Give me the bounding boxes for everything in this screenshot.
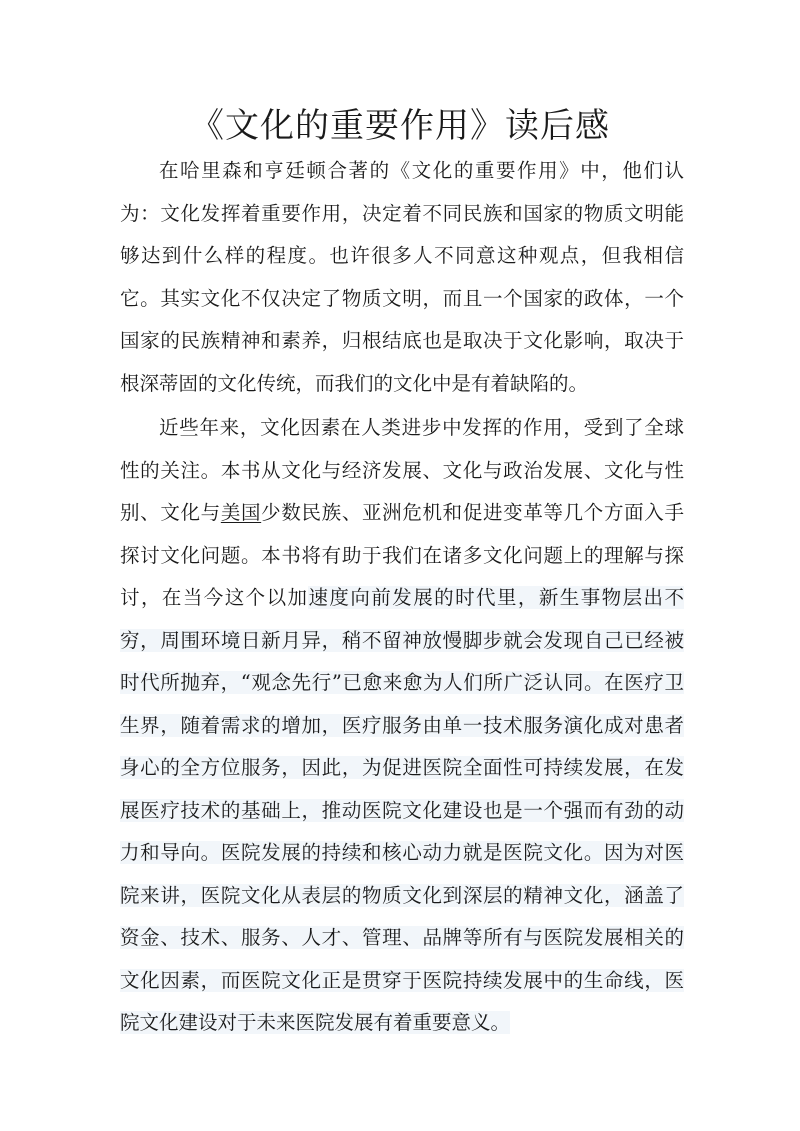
paragraph-2-text-b: 少数民族、亚洲危机和促进变革等几个方面入手探讨文化问题。本书将有助于我们在诸多文化问题上的理解与探讨，在当今这个以加 <box>120 501 684 609</box>
paragraph-2-text-a: 近些年来，文化因素在人类进步中发挥的作用，受到了全球性的关注。本书从文化与经济发展、文化与政治发展、文化与性别、文化与 <box>120 416 684 524</box>
underlined-term: 美国 <box>220 501 262 524</box>
paragraph-2 <box>120 407 684 1045</box>
highlighted-text: 速度向前发展的时代里，新生事物层出不穷，周围环境日新月异，稍不留神放慢脚步就会发现自己已经被时代所抛弃，“观念先行”已愈来愈为人们所广泛认同。在医疗卫生界，随着需求的增加，医疗服务由单一技术服务演化成对患者身心的全方位服务，因此，为促进医院全面性可持续发展，在发展医疗技术的基础上，推动医院文化建设也是一个强而有劲的动力和导向。医院发展的持续和核心动力就是医院文化。因为对医院来讲，医院文化从表层的物质文化到深层的精神文化，涵盖了资金、技术、服务、人才、管理、品牌等所有与医院发展相关的文化因素，而医院文化正是贯穿于医院持续发展中的生命线，医院文化建设对于未来医院发展有着重要意义。 <box>120 586 684 1034</box>
paragraph-1: 在哈里森和亨廷顿合著的《文化的重要作用》中，他们认为：文化发挥着重要作用，决定着不同民族和国家的物质文明能够达到什么样的程度。也许很多人不同意这种观点，但我相信它。其实文化不仅决定了物质文明，而且一个国家的政体，一个国家的民族精神和素养，归根结底也是取决于文化影响，取决于根深蒂固的文化传统，而我们的文化中是有着缺陷的。 <box>120 159 684 395</box>
document-title: 《文化的重要作用》读后感 <box>190 106 610 146</box>
